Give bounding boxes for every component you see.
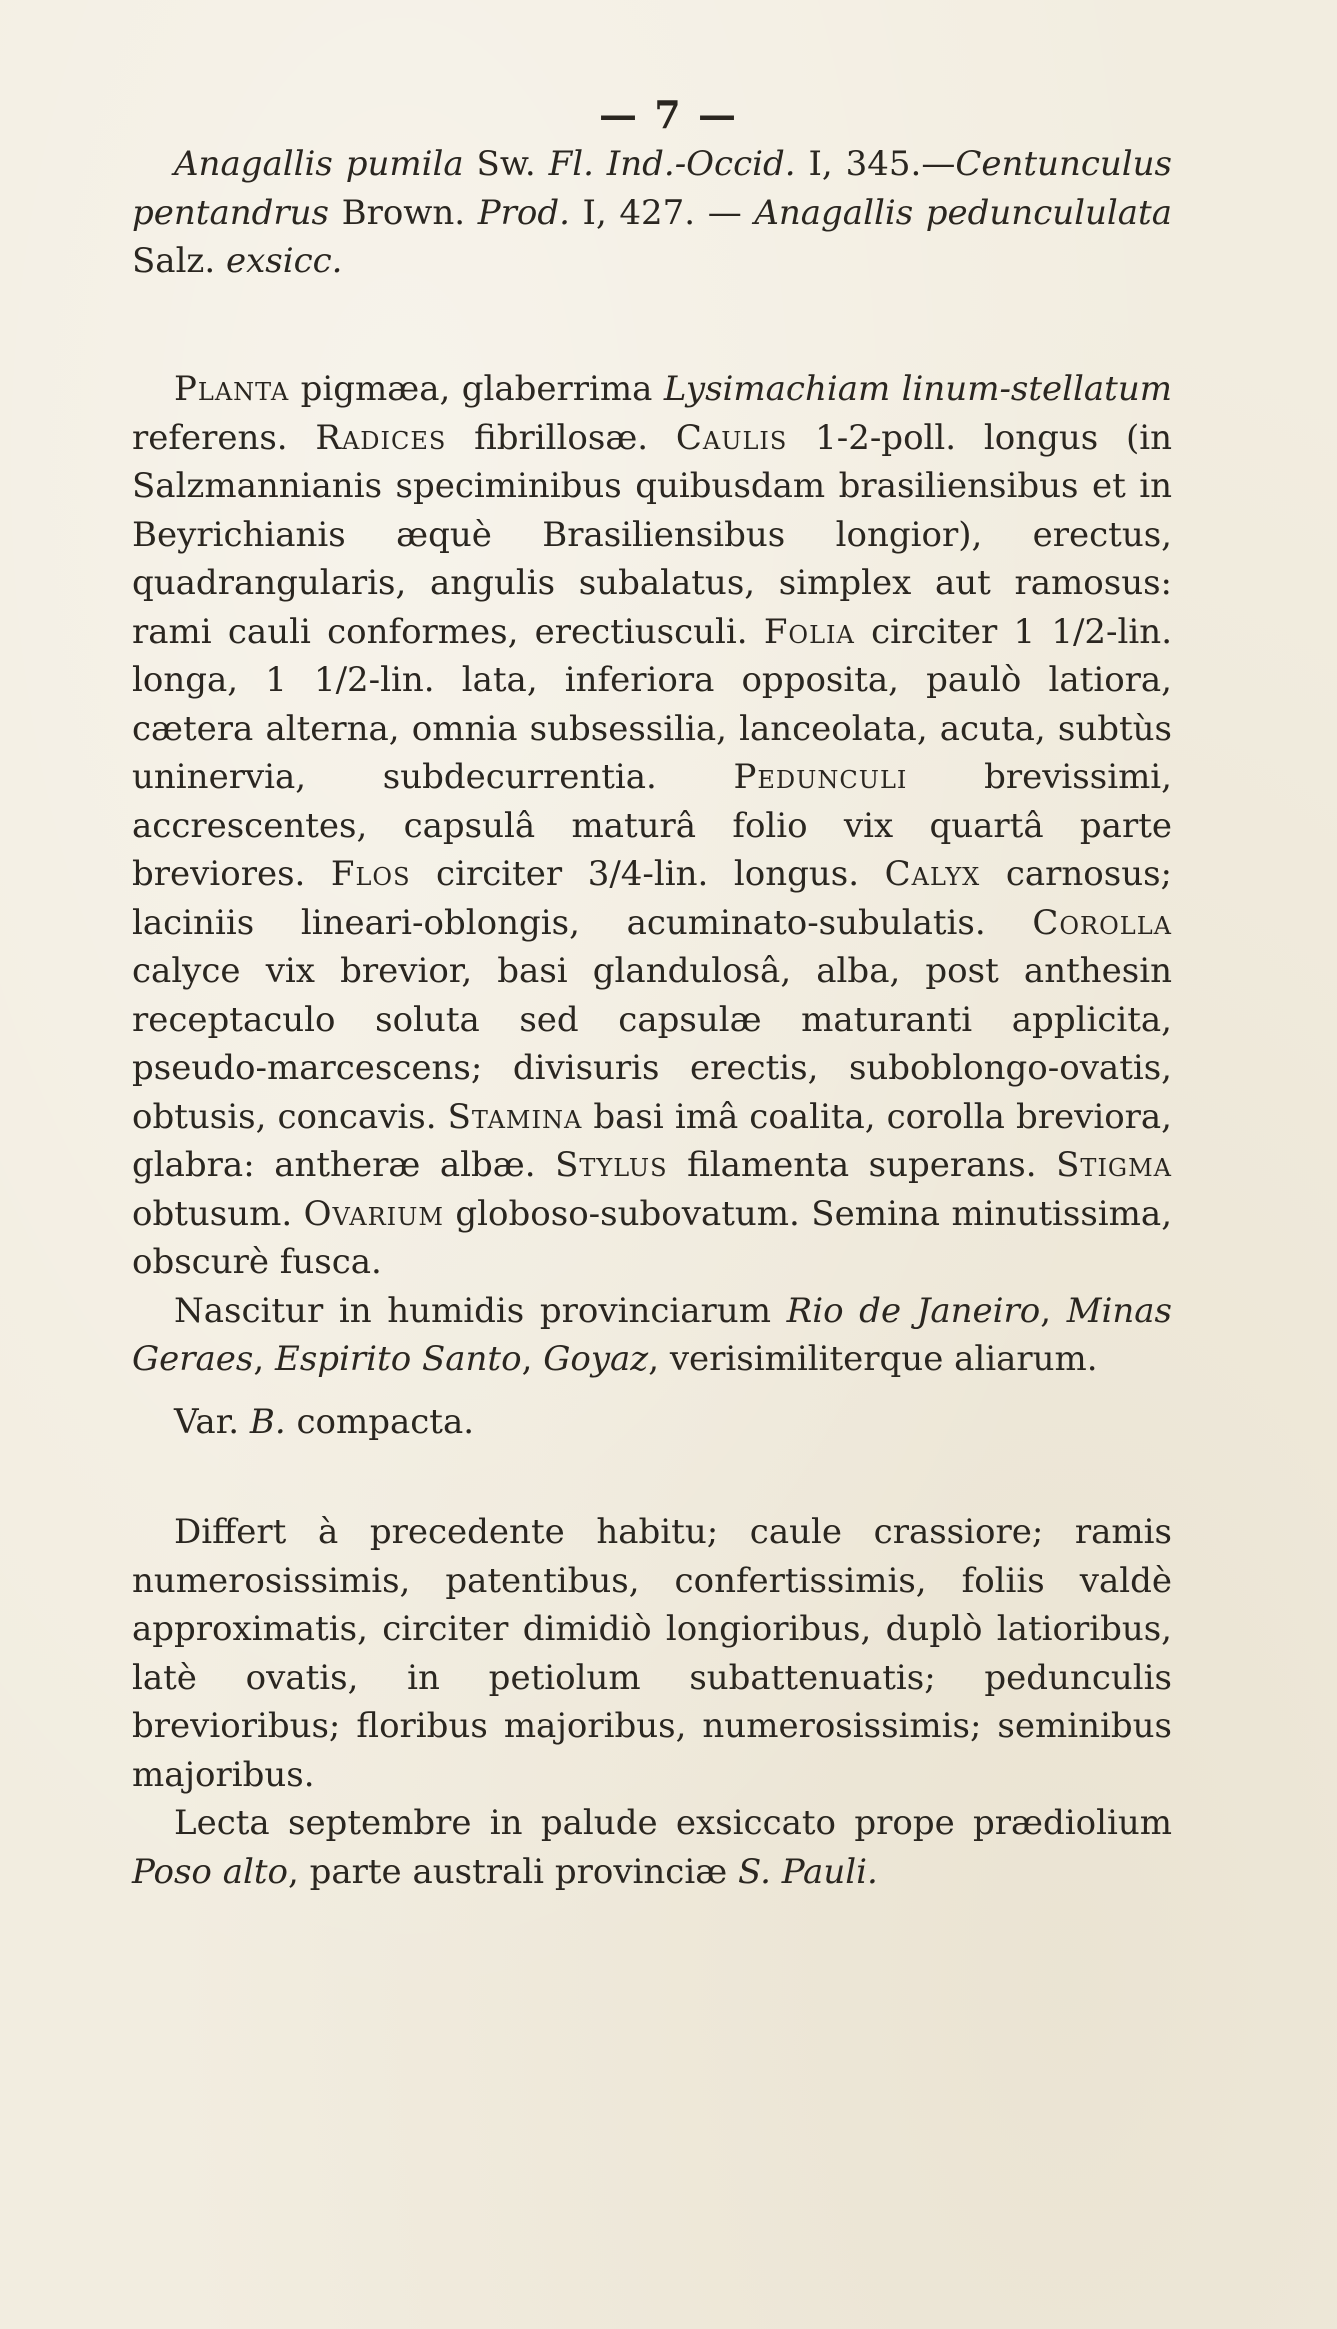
synonym-name: Centunculus pentandrus [132,144,1172,233]
synonym-author: Brown. [328,192,478,233]
variety-label: Var. [174,1402,250,1442]
differt-paragraph: Differt à precedente habitu; caule crassiore; ramis numerosissimis, patentibus, confertissimis, foliis valdè approximatis, circiter dimidiò longioribus, duplò latioribus, latè ovatis, in petiolum subattenuatis; pedunculis brevioribus; floribus majoribus, numerosissimis; seminibus majoribus. [132,1512,1172,1795]
habitat-place: Rio de Janeiro [786,1290,1041,1331]
radices-text: fibrillosæ. [446,417,676,458]
folia-text: circiter 1 1/2-lin. longa, 1 1/2-lin. lata, inferiora opposita, paulò latiora, cætera alterna, omnia subsessilia, lanceolata, acuta, subtùs uninervia, subdecurrentia. [132,611,1173,797]
stylus-text: filamenta superans. [667,1145,1057,1185]
habitat-text: , [521,1339,544,1379]
habitat-text: , [253,1339,275,1379]
synonym-source: Prod. [477,192,570,233]
flos-text: circiter 3/4-lin. longus. [410,854,885,894]
lecta-text: Lecta septembre in palude exsiccato prope prædiolium [174,1803,1172,1843]
folia-label: Folia [763,611,855,652]
flos-label: Flos [330,854,411,894]
habitat-place: Espirito Santo [275,1339,522,1379]
stylus-label: Stylus [555,1145,668,1185]
lecta-place: S. Pauli. [738,1851,878,1892]
habitat-text: , verisimiliterque aliarum. [648,1339,1098,1379]
synonym-author: Sw. [463,144,549,184]
variety-block [132,1398,1172,1447]
habitat-text: Nascitur in humidis provinciarum [174,1290,787,1331]
caulis-text: 1-2-poll. longus (in Salzmannianis speciminibus quibusdam brasiliensibus et in Beyrichianis æquè Brasiliensibus longior), erectus, quadrangularis, angulis subalatus, simplex aut ramosus: rami cauli conformes, erectiusculi. [132,417,1172,652]
planta-text: referens. [132,417,316,458]
differt-block [132,1508,1172,1896]
lecta-text: , parte australi provinciæ [287,1851,738,1892]
stigma-text: obtusum. [132,1193,304,1234]
synonymy-block [132,140,1172,286]
habitat-text: , [1040,1290,1067,1331]
radices-label: Radices [315,417,447,458]
pedunculi-text: brevissimi, accrescentes, capsulâ maturâ folio vix quartâ parte breviores. [132,757,1172,894]
synonym-name: Anagallis pumila [174,144,464,184]
calyx-text: carnosus; laciniis lineari-oblongis, acuminato-subulatis. [132,854,1172,943]
synonym-source: Fl. Ind.-Occid. [548,144,796,184]
planta-comparison: Lysimachiam linum-stellatum [663,369,1172,409]
ovarium-label: Ovarium [303,1193,444,1234]
stamina-label: Stamina [447,1096,583,1137]
synonym-ref: I, 345.— [795,144,956,184]
variety-name: compacta. [285,1402,475,1442]
description-block [132,365,1172,1384]
habitat-place: Goyaz [543,1339,649,1379]
ovarium-text: globoso-subovatum. Semina minutissima, obscurè fusca. [132,1193,1172,1282]
habitat-place: Minas Geraes [132,1290,1172,1379]
page-number: — 7 — [599,92,738,137]
lecta-place: Poso alto [132,1851,288,1892]
planta-label: Planta [174,369,290,409]
synonym-author: Salz. [132,241,226,281]
variety-letter: B. [249,1402,286,1442]
corolla-text: calyce vix brevior, basi glandulosâ, alba, post anthesin receptaculo soluta sed capsulæ maturanti applicita, pseudo-marcescens; divisuris erectis, suboblongo-ovatis, obtusis, concavis. [132,951,1172,1137]
corolla-label: Corolla [1032,902,1172,943]
calyx-label: Calyx [884,854,981,894]
synonymy-paragraph [132,140,1172,286]
synonym-ref: I, 427. — [569,192,755,233]
description-paragraph [132,365,1172,1287]
synonym-name: Anagallis peduncululata [754,192,1172,233]
variety-heading [132,1398,1172,1447]
planta-text: pigmæa, glaberrima [289,369,664,409]
stamina-text: basi imâ coalita, corolla breviora, glabra: antheræ albæ. [132,1096,1172,1185]
lecta-paragraph [132,1799,1172,1896]
pedunculi-label: Pedunculi [733,757,908,797]
caulis-label: Caulis [675,417,788,458]
habitat-paragraph [132,1287,1172,1384]
stigma-label: Stigma [1056,1145,1172,1185]
synonym-source: exsicc. [225,241,343,281]
